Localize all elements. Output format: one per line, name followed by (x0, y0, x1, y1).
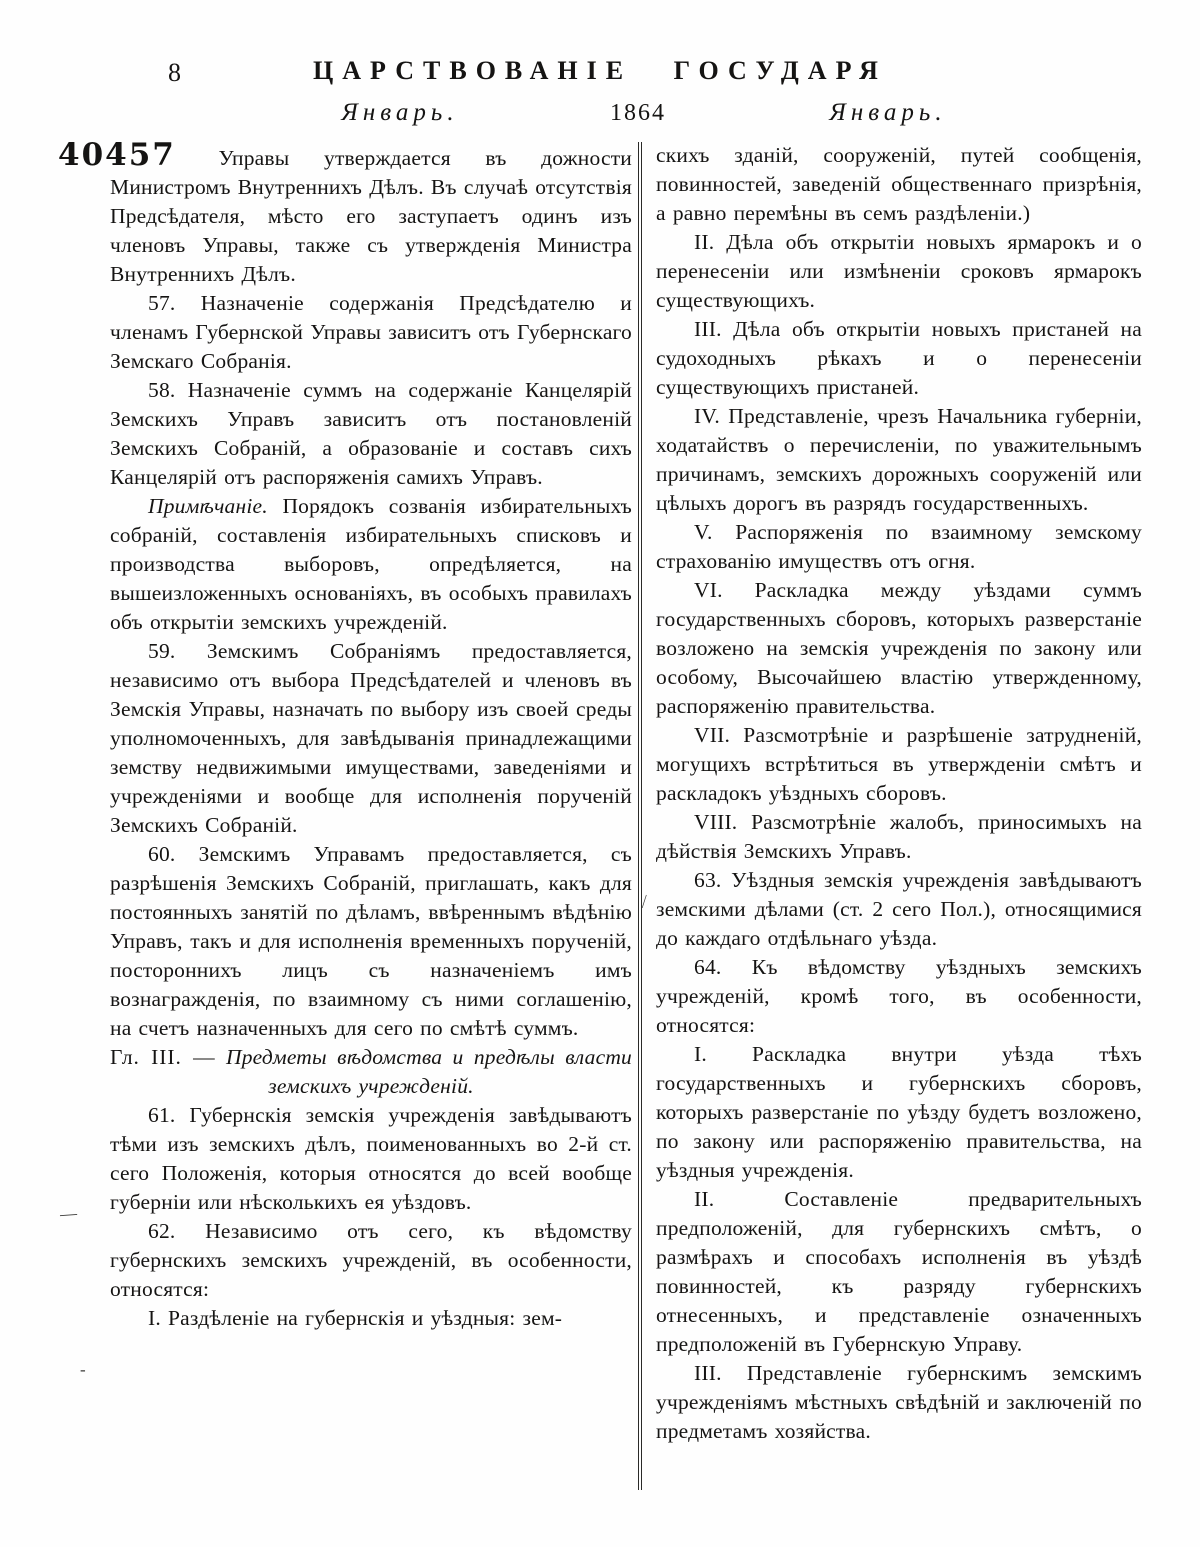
paragraph-text: V. Распоряженія по взаимному земскому страхованію имуществъ отъ огня. (656, 520, 1142, 573)
paragraph-text: I. Раскладка внутри уѣзда тѣхъ государственныхъ и губернскихъ сборовъ, которыхъ разверстаніе по уѣзду будетъ возложено, по закону или распоряженію правительства, на уѣздныя учрежденія. (656, 1042, 1142, 1182)
paragraph (656, 1359, 1142, 1446)
paragraph (110, 1217, 632, 1304)
paragraph (110, 376, 632, 492)
paragraph-text: I. Раздѣленіе на губернскія и уѣздныя: зем- (148, 1306, 563, 1330)
paragraph (110, 840, 632, 1043)
paragraph-text: 63. Уѣздныя земскія учрежденія завѣдываютъ земскими дѣлами (ст. 2 сего Пол.), относящимися до каждаго отдѣльнаго уѣзда. (656, 868, 1142, 950)
paragraph (656, 228, 1142, 315)
act-number: 40457 (58, 137, 176, 173)
paragraph-text: 61. Губернскія земскія учрежденія завѣдываютъ тѣми изъ земскихъ дѣлъ, поименованныхъ во 2-й ст. сего Положенія, которыя относятся до всей вообще губерніи или нѣсколькихъ ея уѣздовъ. (110, 1103, 632, 1214)
paragraph-text: IV. Представленіе, чрезъ Начальника губерніи, ходатайствъ о перечисленіи, по уважительнымъ причинамъ, земскихъ дорожныхъ сооруженій или цѣлыхъ дорогъ въ разрядъ государственныхъ. (656, 404, 1142, 515)
right-column (656, 141, 1142, 1446)
paragraph-text: III. Дѣла объ открытіи новыхъ пристаней на судоходныхъ рѣкахъ и о перенесеніи существующихъ пристаней. (656, 317, 1142, 399)
chapter-title: Предметы вѣдомства и предѣлы власти земскихъ учрежденій. (225, 1045, 632, 1098)
paragraph-text: VIII. Разсмотрѣніе жалобъ, приносимыхъ на дѣйствія Земскихъ Управъ. (656, 810, 1142, 863)
page-number: 8 (168, 58, 182, 87)
paragraph-text: скихъ зданій, сооруженій, путей сообщенія, повинностей, заведеній общественнаго призрѣнія, а равно перемѣны въ семъ раздѣленіи.) (656, 143, 1142, 225)
paragraph-text: II. Составленіе предварительныхъ предположеній, для губернскихъ смѣтъ, о размѣрахъ и способахъ исполненія въ уѣздѣ повинностей, къ разряду губернскихъ отнесенныхъ, и представленіе означенныхъ предположеній въ Губернскую Управу. (656, 1187, 1142, 1356)
paragraph (656, 953, 1142, 1040)
left-column (58, 137, 633, 1333)
paragraph (656, 518, 1142, 576)
paragraph (110, 492, 632, 637)
paragraph (656, 1185, 1142, 1359)
paragraph-text: II. Дѣла объ открытіи новыхъ ярмарокъ и о перенесеніи или измѣненіи сроковъ ярмарокъ существующихъ. (656, 230, 1142, 312)
paragraph-text: 58. Назначеніе суммъ на содержаніе Канцелярій Земскихъ Управъ зависитъ отъ постановленій Земскихъ Собраній, а образованіе и составъ сихъ Канцелярій отъ распоряженія самихъ Управъ. (110, 378, 632, 489)
paragraph-text: 64. Къ вѣдомству уѣздныхъ земскихъ учрежденій, кромѣ того, въ особенности, относятся: (656, 955, 1142, 1037)
paragraph-text: 60. Земскимъ Управамъ предоставляется, съ разрѣшенія Земскихъ Собраній, приглашать, какъ для постоянныхъ занятій по дѣламъ, ввѣреннымъ вѣдѣнію Управъ, такъ и для исполненія временныхъ порученій, постороннихъ лицъ съ назначеніемъ имъ вознагражденія, по взаимному съ ними соглашенію, на счетъ назначенныхъ для сего по смѣтѣ суммъ. (110, 842, 632, 1040)
running-title: ЦАРСТВОВАНІЕ ГОСУДАРЯ (313, 56, 887, 85)
paragraph (656, 576, 1142, 721)
margin-mark: - (80, 1360, 86, 1379)
month-label-left: Январь. (341, 99, 459, 126)
paragraph-text: 62. Независимо отъ сего, къ вѣдомству губернскихъ земскихъ учрежденій, въ особенности, относятся: (110, 1219, 632, 1301)
paragraph-text: 57. Назначеніе содержанія Предсѣдателю и членамъ Губернской Управы зависитъ отъ Губернскаго Земскаго Собранія. (110, 291, 632, 373)
column-divider (638, 142, 642, 1490)
paragraph (110, 1101, 632, 1217)
paragraph (656, 141, 1142, 228)
paragraph (656, 315, 1142, 402)
paragraph-text: VII. Разсмотрѣніе и разрѣшеніе затрудненій, могущихъ встрѣтиться въ утвержденіи смѣтъ и раскладокъ уѣздныхъ сборовъ. (656, 723, 1142, 805)
paragraph (656, 866, 1142, 953)
paragraph-text: III. Представленіе губернскимъ земскимъ учрежденіямъ мѣстныхъ свѣдѣній и заключеній по предметамъ хозяйства. (656, 1361, 1142, 1443)
paragraph-text: 59. Земскимъ Собраніямъ предоставляется, независимо отъ выбора Предсѣдателей и членовъ въ Земскія Управы, назначать по выбору изъ своей среды уполномоченныхъ, для завѣдыванія принадлежащими земству недвижимыми имуществами, заведеніями и учрежденіями и вообще для исполненія порученій Земскихъ Собраній. (110, 639, 632, 837)
paragraph (656, 402, 1142, 518)
paragraph (110, 289, 632, 376)
month-label-right: Январь. (829, 99, 947, 126)
chapter-label: Гл. III. — (110, 1045, 216, 1069)
note-lead: Примѣчаніе. (148, 494, 268, 518)
paragraph-text: VI. Раскладка между уѣздами суммъ государственныхъ сборовъ, которыхъ разверстаніе возложено на земскія учрежденія по закону или особому, Высочайшею властію утвержденному, распоряженію правительства. (656, 578, 1142, 718)
margin-mark: ⁄ (639, 892, 649, 911)
paragraph (58, 137, 633, 289)
year-label: 1864 (610, 100, 666, 126)
paragraph (656, 808, 1142, 866)
paragraph (110, 637, 632, 840)
paragraph-text: Управы утверждается въ дожности Министромъ Внутреннихъ Дѣлъ. Въ случаѣ отсутствія Предсѣдателя, мѣсто его заступаетъ одинъ изъ членовъ Управы, также съ утвержденія Министра Внутреннихъ Дѣлъ. (110, 146, 633, 286)
paragraph (656, 721, 1142, 808)
paragraph (110, 1304, 632, 1333)
paragraph (656, 1040, 1142, 1185)
paragraph (110, 1043, 632, 1101)
paragraph-text: Порядокъ созванія избирательныхъ собраній, составленія избирательныхъ списковъ и производства выборовъ, опредѣляется, на вышеизложенныхъ основаніяхъ, въ особыхъ правилахъ объ открытіи земскихъ учрежденій. (110, 494, 632, 634)
margin-mark: — (59, 1203, 78, 1224)
